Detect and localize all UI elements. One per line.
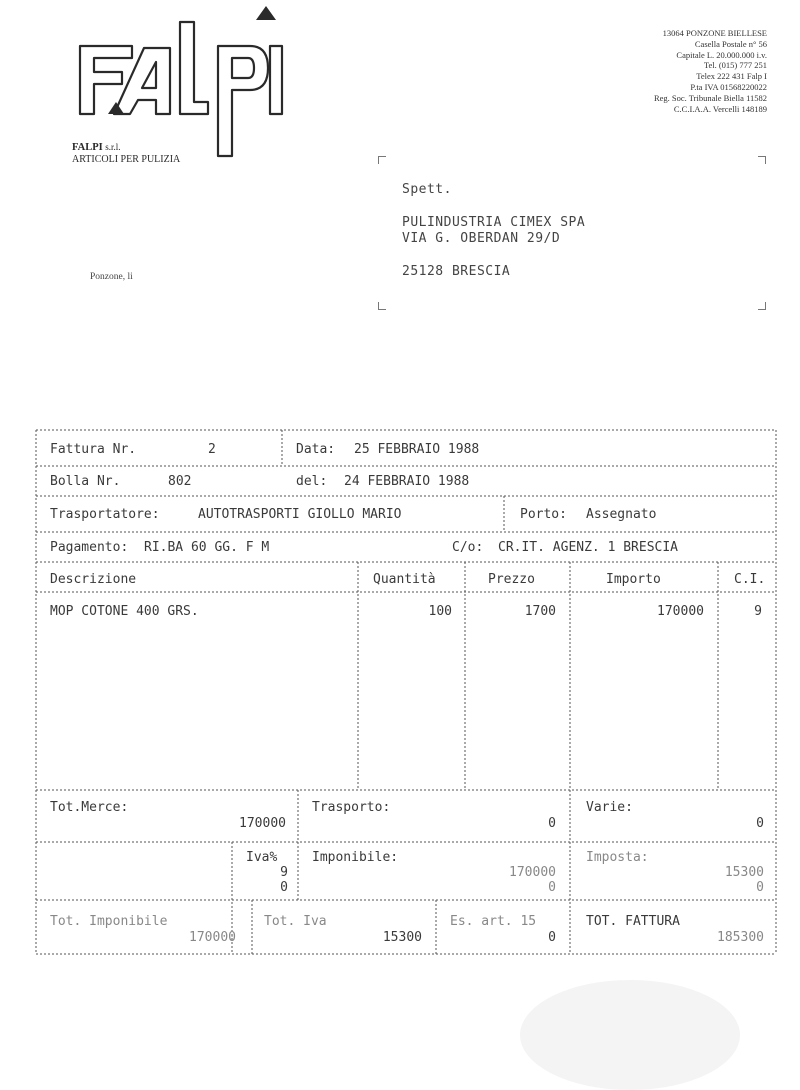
tot-fattura-label: TOT. FATTURA (586, 914, 680, 929)
iva-label: Iva% (246, 850, 278, 865)
info-line: C.C.I.A.A. Vercelli 148189 (673, 103, 767, 114)
bolla-del-value: 24 FEBBRAIO 1988 (344, 474, 470, 489)
fattura-label: Fattura Nr. (50, 442, 137, 457)
item-ci: 9 (754, 604, 762, 619)
trasportatore-label: Trasportatore: (50, 507, 160, 522)
trasportatore-value: AUTOTRASPORTI GIOLLO MARIO (198, 507, 402, 522)
varie-value: 0 (756, 816, 764, 831)
pagamento-value: RI.BA 60 GG. F M (144, 540, 270, 555)
col-header-prezzo: Prezzo (488, 572, 535, 587)
recipient-city: 25128 BRESCIA (402, 264, 511, 279)
tot-merce-value: 170000 (239, 816, 286, 831)
info-line: 13064 PONZONE BIELLESE (662, 28, 767, 38)
tot-imponibile-label: Tot. Imponibile (50, 914, 168, 929)
bolla-number: 802 (168, 474, 192, 489)
imponibile-value: 170000 (509, 865, 556, 880)
iva-rate: 9 (280, 865, 288, 880)
fattura-number: 2 (208, 442, 216, 457)
recipient-street: VIA G. OBERDAN 29/D (402, 231, 561, 246)
tot-merce-label: Tot.Merce: (50, 800, 129, 815)
es-art-value: 0 (548, 930, 556, 945)
col-header-ci: C.I. (734, 572, 766, 587)
company-tagline: ARTICOLI PER PULIZIA (72, 154, 181, 165)
col-header-importo: Importo (606, 572, 661, 587)
bolla-del-label: del: (296, 474, 328, 489)
co-value: CR.IT. AGENZ. 1 BRESCIA (498, 540, 679, 555)
pagamento-label: Pagamento: (50, 540, 129, 555)
col-header-descrizione: Descrizione (50, 572, 137, 587)
recipient-salutation: Spett. (402, 182, 452, 197)
item-importo: 170000 (657, 604, 704, 619)
info-line: Telex 222 431 Falp I (696, 71, 767, 82)
company-name: FALPI (72, 142, 103, 153)
item-descrizione: MOP COTONE 400 GRS. (50, 604, 199, 619)
imponibile-value: 0 (548, 880, 556, 895)
place-date-label: Ponzone, li (90, 272, 133, 282)
porto-value: Assegnato (586, 507, 657, 522)
bolla-label: Bolla Nr. (50, 474, 121, 489)
data-value: 25 FEBBRAIO 1988 (354, 442, 480, 457)
co-label: C/o: (452, 540, 484, 555)
es-art-label: Es. art. 15 (450, 914, 537, 929)
tot-iva-value: 15300 (382, 930, 422, 945)
item-quantita: 100 (428, 604, 452, 619)
imposta-value: 0 (756, 880, 764, 895)
recipient-name: PULINDUSTRIA CIMEX SPA (402, 215, 586, 230)
varie-label: Varie: (586, 800, 633, 815)
tot-iva-label: Tot. Iva (264, 914, 327, 929)
imposta-label: Imposta: (586, 850, 649, 865)
col-header-quantita: Quantità (373, 572, 436, 587)
tot-imponibile-value: 170000 (189, 930, 236, 945)
company-legal-form: s.r.l. (105, 142, 121, 152)
trasporto-label: Trasporto: (312, 800, 391, 815)
item-prezzo: 1700 (524, 604, 556, 619)
data-label: Data: (296, 442, 336, 457)
info-line: P.ta IVA 01568220022 (690, 81, 767, 92)
info-line: Casella Postale n° 56 (694, 38, 767, 49)
imposta-value: 15300 (724, 865, 764, 880)
trasporto-value: 0 (548, 816, 556, 831)
scan-smudge (520, 980, 740, 1090)
info-line: Tel. (015) 777 251 (703, 60, 767, 71)
info-line: Reg. Soc. Tribunale Biella 11582 (653, 92, 767, 103)
iva-rate: 0 (280, 880, 288, 895)
porto-label: Porto: (520, 507, 567, 522)
info-line: Capitale L. 20.000.000 i.v. (676, 49, 767, 60)
imponibile-label: Imponibile: (312, 850, 399, 865)
tot-fattura-value: 185300 (717, 930, 764, 945)
